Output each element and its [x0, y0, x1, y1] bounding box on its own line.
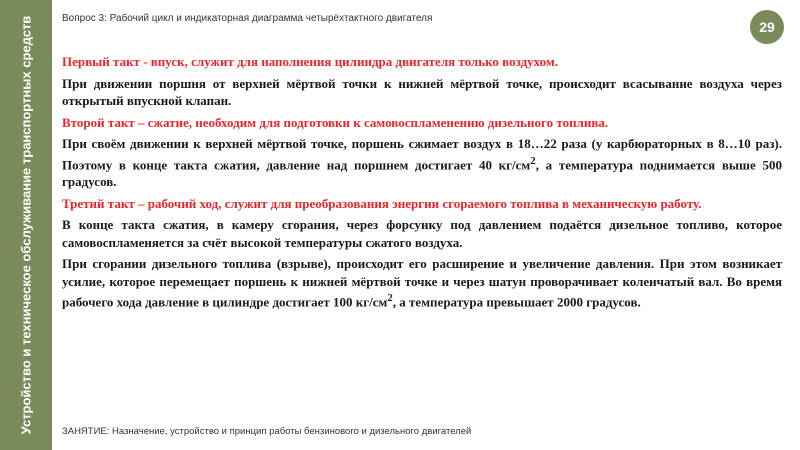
stroke-2-heading: Второй такт – сжатие, необходим для подготовки к самовоспламенению дизельного топлива. [62, 114, 609, 130]
slide-number-badge: 29 [750, 10, 784, 44]
superscript-2: 2 [530, 154, 536, 167]
stroke-1-heading: Первый такт - впуск, служит для наполнения цилиндра двигателя только воздухом. [62, 54, 559, 69]
stroke-2-text-part1: При своём движении к верхней мёртвой точке, поршень сжимает воздух в 18…22 раза (у карбюраторных в 8…10 раз). Поэтому в конце такта сжатия, давление над поршнем достигает 40 кг/см [62, 136, 782, 172]
superscript-2: 2 [387, 292, 393, 305]
stroke-2-text-part2: , а температура поднимается выше 500 градусов. [62, 156, 782, 190]
stroke-3-text-part2: , а температура превышает 2000 градусов. [392, 294, 641, 310]
lesson-footer: ЗАНЯТИЕ: Назначение, устройство и принцип работы бензинового и дизельного двигателей [62, 426, 472, 437]
sidebar [0, 0, 52, 450]
stroke-3-text-2 [62, 255, 782, 311]
question-title: Вопрос 3: Рабочий цикл и индикаторная диаграмма четырёхтактного двигателя [62, 13, 433, 24]
stroke-2-text [62, 135, 782, 191]
stroke-1-text: При движении поршня от верхней мёртвой точки к нижней мёртвой точке, происходит всасывание воздуха через открытый впускной клапан. [62, 75, 782, 108]
stroke-3-heading: Третий такт – рабочий ход, служит для преобразования энергии сгораемого топлива в механическую работу. [62, 195, 702, 211]
sidebar-title: Устройство и техническое обслуживание транспортных средств [18, 15, 34, 435]
stroke-3-text-1: В конце такта сжатия, в камеру сгорания, через форсунку под давлением подаётся дизельное топливо, которое самовоспламеняется за счёт высокой температуры сжатого воздуха. [62, 217, 782, 250]
slide-content [62, 53, 782, 315]
stroke-3-text-part1: При сгорании дизельного топлива (взрыве), происходит его расширение и увеличение давления. При этом возникает усилие, которое перемещает поршень к нижней мёртвой точке и через шатун проворачивает коленчатый вал. Во время рабочего хода давление в цилиндре достигает 100 кг/см [62, 256, 782, 310]
